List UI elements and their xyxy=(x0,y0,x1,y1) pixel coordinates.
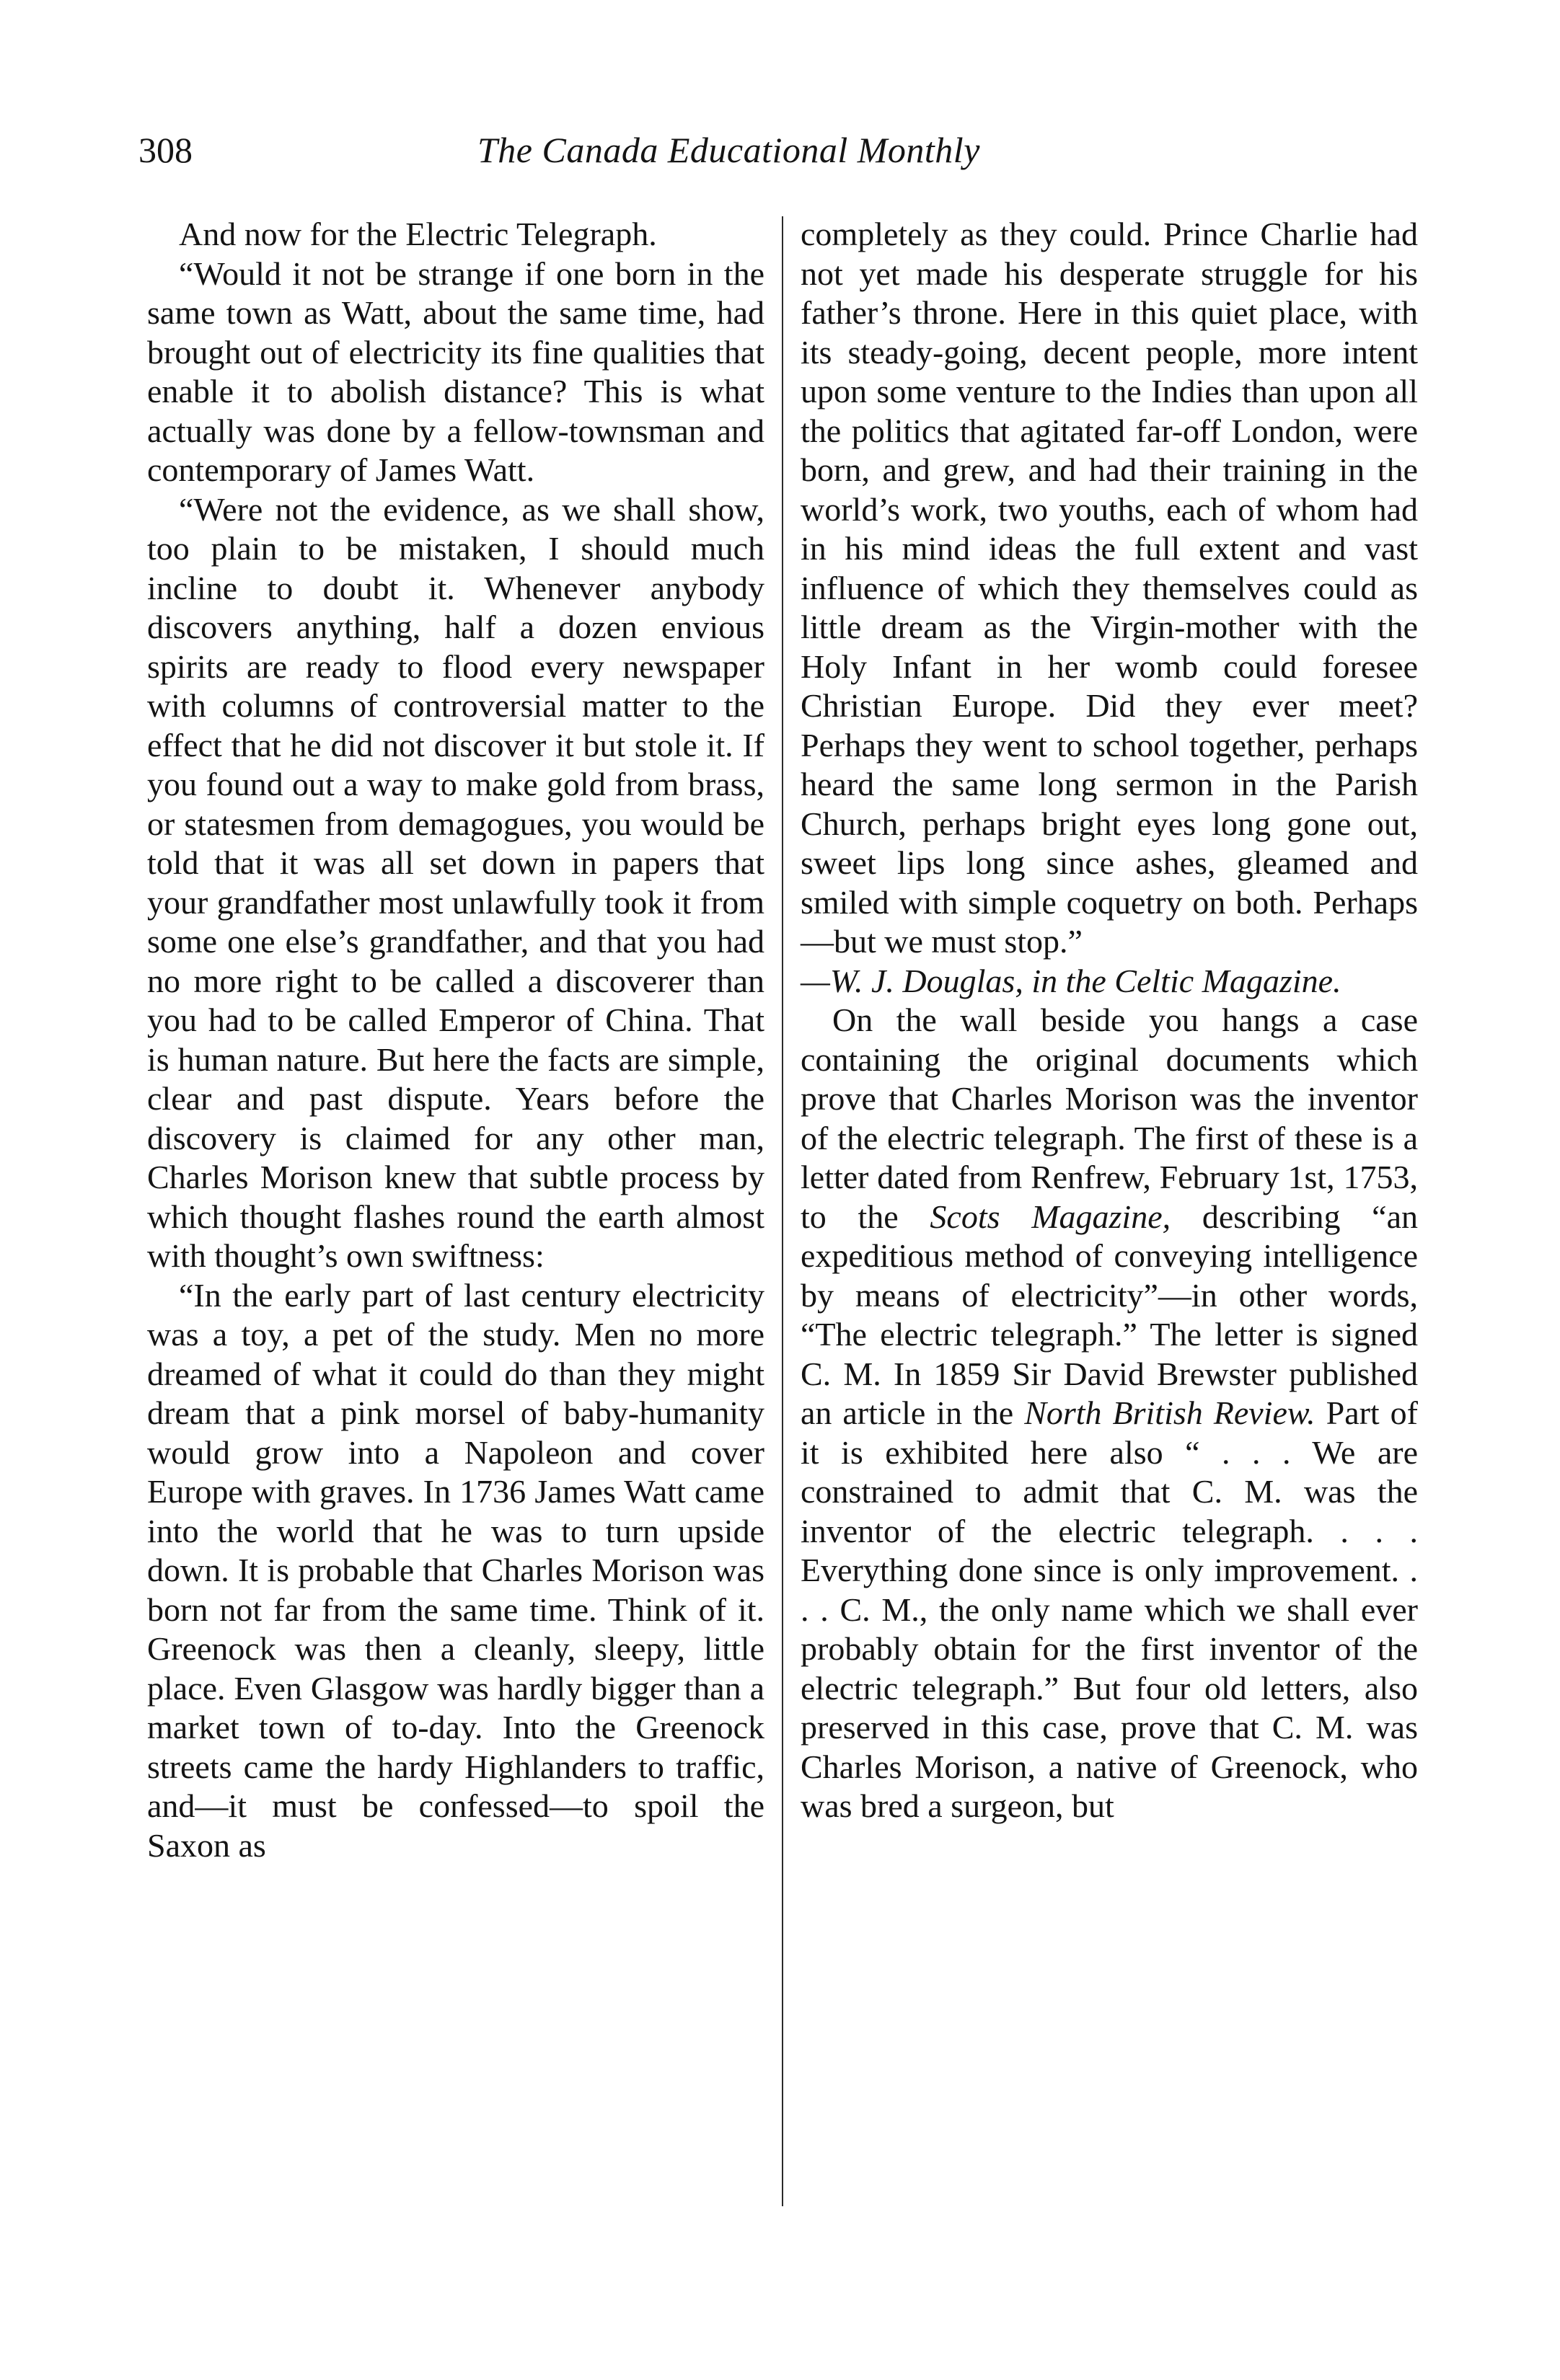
paragraph: “Would it not be strange if one born in the same town as Watt, about the same time, had brought out of electricity its fine qualities that enable it to abolish distance? This is what actually was done by a fellow-townsman and contemporary of James Watt. xyxy=(147,255,764,488)
periodical-title: North British Review. xyxy=(1024,1394,1316,1431)
paragraph-text: On the wall beside you hangs a case containing the original documents which prove that Charles Morison was the inventor of the electric telegraph. The first of these is a letter dated from Renfrew, February 1st, 1753, to the xyxy=(801,1001,1418,1235)
right-column xyxy=(801,215,1418,1826)
page-number: 308 xyxy=(138,130,193,170)
paragraph: completely as they could. Prince Charlie had not yet made his desperate struggle for his father’s throne. Here in this quiet place, with its steady-going, decent people, more intent upon some venture to the Indies than upon all the politics that agitated far-off London, were born, and grew, and had their training in the world’s work, two youths, each of whom had in his mind ideas the full extent and vast influence of which they themselves could as little dream as the Virgin-mother with the Holy Infant in her womb could foresee Christian Europe. Did they ever meet? Perhaps they went to school together, perhaps heard the same long sermon in the Parish Church, perhaps bright eyes long gone out, sweet lips long since ashes, gleamed and smiled with simple coquetry on both. Perhaps—but we must stop.” xyxy=(801,216,1418,960)
paragraph-text: describing “an expeditious method of conveying intelligence by means of electricity”—in other words, “The electric telegraph.” The letter is signed C. M. In 1859 Sir David Brewster published an article in the xyxy=(801,1198,1419,1431)
left-column xyxy=(147,215,764,1865)
paragraph xyxy=(801,1001,1418,1826)
paragraph: “Were not the evidence, as we shall show, too plain to be mistaken, I should much incline to doubt it. Whenever anybody discovers anything, half a dozen envious spirits are ready to flood every newspaper with columns of controversial matter to the effect that he did not discover it but stole it. If you found out a way to make gold from brass, or statesmen from demagogues, you would be told that it was all set down in papers that your grandfather most unlawfully took it from some one else’s grandfather, and that you had no more right to be called a discoverer than you had to be called Emperor of China. That is human nature. But here the facts are simple, clear and past dispute. Years before the discovery is claimed for any other man, Charles Morison knew that subtle process by which thought flashes round the earth almost with thought’s own swiftness: xyxy=(147,490,764,1274)
running-title: The Canada Educational Monthly xyxy=(477,130,980,170)
paragraph: “In the early part of last century electricity was a toy, a pet of the study. Men no more dreamed of what it could do than they might dream that a pink morsel of baby-humanity would grow into a Napoleon and cover Europe with graves. In 1736 James Watt came into the world that he was to turn upside down. It is probable that Charles Morison was born not far from the same time. Think of it. Greenock was then a cleanly, sleepy, little place. Even Glasgow was hardly bigger than a market town of to-day. Into the Greenock streets came the hardy Highlanders to traffic, and—it must be confessed—to spoil the Saxon as xyxy=(147,1276,764,1864)
page-header xyxy=(138,121,1422,179)
column-divider xyxy=(782,216,783,2206)
source-citation: —W. J. Douglas, in the Celtic Magazine. xyxy=(801,962,1341,999)
paragraph: And now for the Electric Telegraph. xyxy=(179,216,657,252)
paragraph-text: Part of it is exhibited here also “ . . . We are constrained to admit that C. M. was the inventor of the electric telegraph. . . . Everything done since is only improvement. . . . C. M., the only name which we shall ever probably obtain for the first inventor of the electric telegraph.” But four old letters, also preserved in this case, prove that C. M. was Charles Morison, a native of Greenock, who was bred a surgeon, but xyxy=(801,1394,1418,1824)
periodical-title: Scots Magazine, xyxy=(930,1198,1171,1235)
